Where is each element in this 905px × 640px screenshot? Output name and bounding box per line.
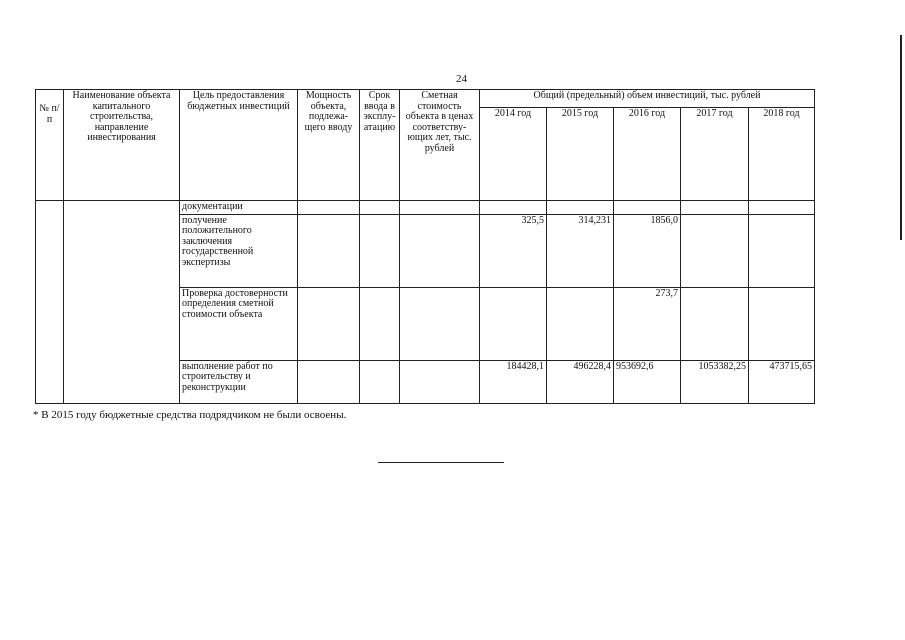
header-capacity: Мощность объекта, подлежа-щего вводу bbox=[298, 90, 360, 201]
cell-estimate bbox=[400, 214, 480, 287]
cell-value bbox=[480, 287, 547, 360]
header-row bbox=[36, 90, 815, 108]
cell-capacity bbox=[298, 360, 360, 403]
cell-value bbox=[681, 214, 749, 287]
cell-value: 1856,0 bbox=[614, 214, 681, 287]
cell-value: 953692,6 bbox=[614, 360, 681, 403]
cell-value: 496228,4 bbox=[547, 360, 614, 403]
header-estimate: Сметная стоимость объекта в ценах соответству-ющих лет, тыс. рублей bbox=[400, 90, 480, 201]
cell-value: 325,5 bbox=[480, 214, 547, 287]
cell-value bbox=[681, 287, 749, 360]
cell-value bbox=[547, 201, 614, 215]
header-term: Срок ввода в эксплу-атацию bbox=[360, 90, 400, 201]
header-year: 2016 год bbox=[614, 108, 681, 201]
cell-capacity bbox=[298, 287, 360, 360]
cell-estimate bbox=[400, 201, 480, 215]
table-row bbox=[36, 201, 815, 215]
header-name: Наименование объекта капитального строительства, направление инвестирования bbox=[64, 90, 180, 201]
cell-estimate bbox=[400, 360, 480, 403]
page-edge-line bbox=[900, 35, 902, 240]
cell-num bbox=[36, 201, 64, 404]
cell-value bbox=[749, 214, 815, 287]
cell-value bbox=[749, 287, 815, 360]
cell-value: 273,7 bbox=[614, 287, 681, 360]
header-year: 2014 год bbox=[480, 108, 547, 201]
header-year: 2015 год bbox=[547, 108, 614, 201]
cell-value: 473715,65 bbox=[749, 360, 815, 403]
cell-name bbox=[64, 201, 180, 404]
cell-term bbox=[360, 360, 400, 403]
cell-value: 314,231 bbox=[547, 214, 614, 287]
cell-value bbox=[614, 201, 681, 215]
cell-value bbox=[547, 287, 614, 360]
header-year: 2018 год bbox=[749, 108, 815, 201]
cell-value: 1053382,25 bbox=[681, 360, 749, 403]
separator-line bbox=[378, 462, 504, 463]
footnote: * В 2015 году бюджетные средства подрядчиком не были освоены. bbox=[33, 409, 347, 421]
investment-table bbox=[35, 89, 815, 404]
cell-purpose: документации bbox=[180, 201, 298, 215]
cell-capacity bbox=[298, 214, 360, 287]
page-number: 24 bbox=[456, 73, 467, 85]
cell-capacity bbox=[298, 201, 360, 215]
cell-purpose: выполнение работ по строительству и реконструкции bbox=[180, 360, 298, 403]
cell-value bbox=[749, 201, 815, 215]
cell-term bbox=[360, 287, 400, 360]
header-num: № п/п bbox=[36, 90, 64, 201]
cell-term bbox=[360, 201, 400, 215]
cell-purpose: получение положительного заключения государственной экспертизы bbox=[180, 214, 298, 287]
cell-value: 184428,1 bbox=[480, 360, 547, 403]
header-total: Общий (предельный) объем инвестиций, тыс. рублей bbox=[480, 90, 815, 108]
cell-value bbox=[681, 201, 749, 215]
header-year: 2017 год bbox=[681, 108, 749, 201]
cell-purpose: Проверка достоверности определения сметной стоимости объекта bbox=[180, 287, 298, 360]
cell-value bbox=[480, 201, 547, 215]
cell-term bbox=[360, 214, 400, 287]
cell-estimate bbox=[400, 287, 480, 360]
header-purpose: Цель предоставления бюджетных инвестиций bbox=[180, 90, 298, 201]
